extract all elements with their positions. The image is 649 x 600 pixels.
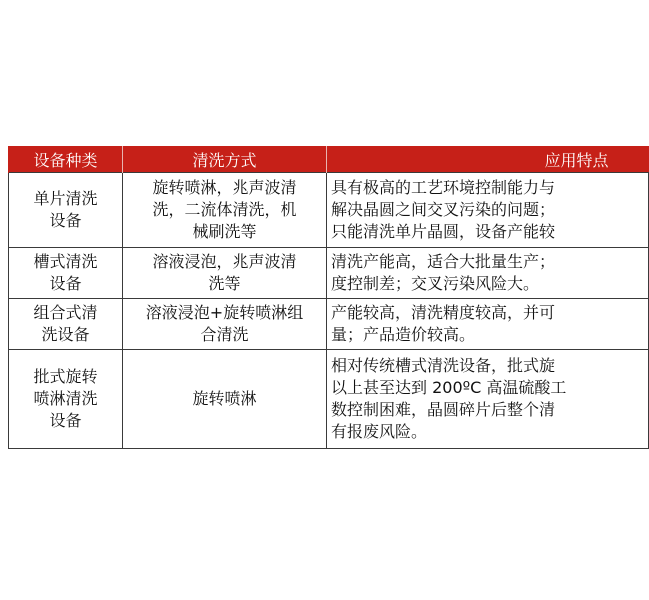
cleaning-equipment-table	[8, 146, 649, 449]
cell-cleaning-method	[123, 173, 327, 248]
cell-line: 合清洗	[200, 325, 249, 344]
cell-application-features	[327, 173, 649, 248]
header-application-features: 应用特点	[327, 146, 649, 173]
cell-line: 相对传统槽式清洗设备，批式旋	[331, 356, 556, 375]
cell-line: 旋转喷淋	[192, 389, 257, 408]
cell-line: 旋转喷淋，兆声波清	[152, 178, 297, 197]
cell-line: 械刷洗等	[192, 222, 257, 241]
header-cleaning-method: 清洗方式	[123, 146, 327, 173]
table-header-row	[9, 146, 649, 173]
cell-cleaning-method	[123, 248, 327, 299]
cell-line: 有报废风险。	[331, 422, 428, 441]
cell-line: 量；产品造价较高。	[331, 325, 476, 344]
cell-equipment-type	[9, 173, 123, 248]
cell-cleaning-method	[123, 350, 327, 449]
cell-line: 喷淋清洗	[33, 389, 98, 408]
cell-equipment-type	[9, 350, 123, 449]
cell-equipment-type	[9, 299, 123, 350]
cell-line: 洗等	[208, 274, 241, 293]
cell-cleaning-method	[123, 299, 327, 350]
cell-line: 以上甚至达到 200ºC 高温硫酸工	[331, 378, 567, 397]
table-row	[9, 173, 649, 248]
cell-line: 设备	[49, 411, 82, 430]
header-equipment-type: 设备种类	[9, 146, 123, 173]
cell-line: 单片清洗	[33, 189, 98, 208]
cell-line: 度控制差；交叉污染风险大。	[331, 274, 540, 293]
cell-line: 解决晶圆之间交叉污染的问题；	[331, 200, 556, 219]
cell-line: 溶液浸泡+旋转喷淋组	[145, 303, 304, 322]
cell-line: 清洗产能高，适合大批量生产；	[331, 252, 556, 271]
table-row	[9, 350, 649, 449]
cell-line: 槽式清洗	[33, 252, 98, 271]
cell-line: 洗，二流体清洗，机	[152, 200, 297, 219]
cell-line: 产能较高，清洗精度较高，并可	[331, 303, 556, 322]
table-row	[9, 248, 649, 299]
cell-equipment-type	[9, 248, 123, 299]
cell-application-features	[327, 350, 649, 449]
cell-line: 设备	[49, 211, 82, 230]
cell-application-features	[327, 248, 649, 299]
cell-line: 数控制困难，晶圆碎片后整个清	[331, 400, 556, 419]
cell-line: 溶液浸泡，兆声波清	[152, 252, 297, 271]
cell-line: 洗设备	[41, 325, 90, 344]
cell-line: 只能清洗单片晶圆，设备产能较	[331, 222, 556, 241]
cell-line: 组合式清	[33, 303, 98, 322]
cell-line: 设备	[49, 274, 82, 293]
cell-line: 具有极高的工艺环境控制能力与	[331, 178, 556, 197]
cell-line: 批式旋转	[33, 367, 98, 386]
table-row	[9, 299, 649, 350]
cell-application-features	[327, 299, 649, 350]
